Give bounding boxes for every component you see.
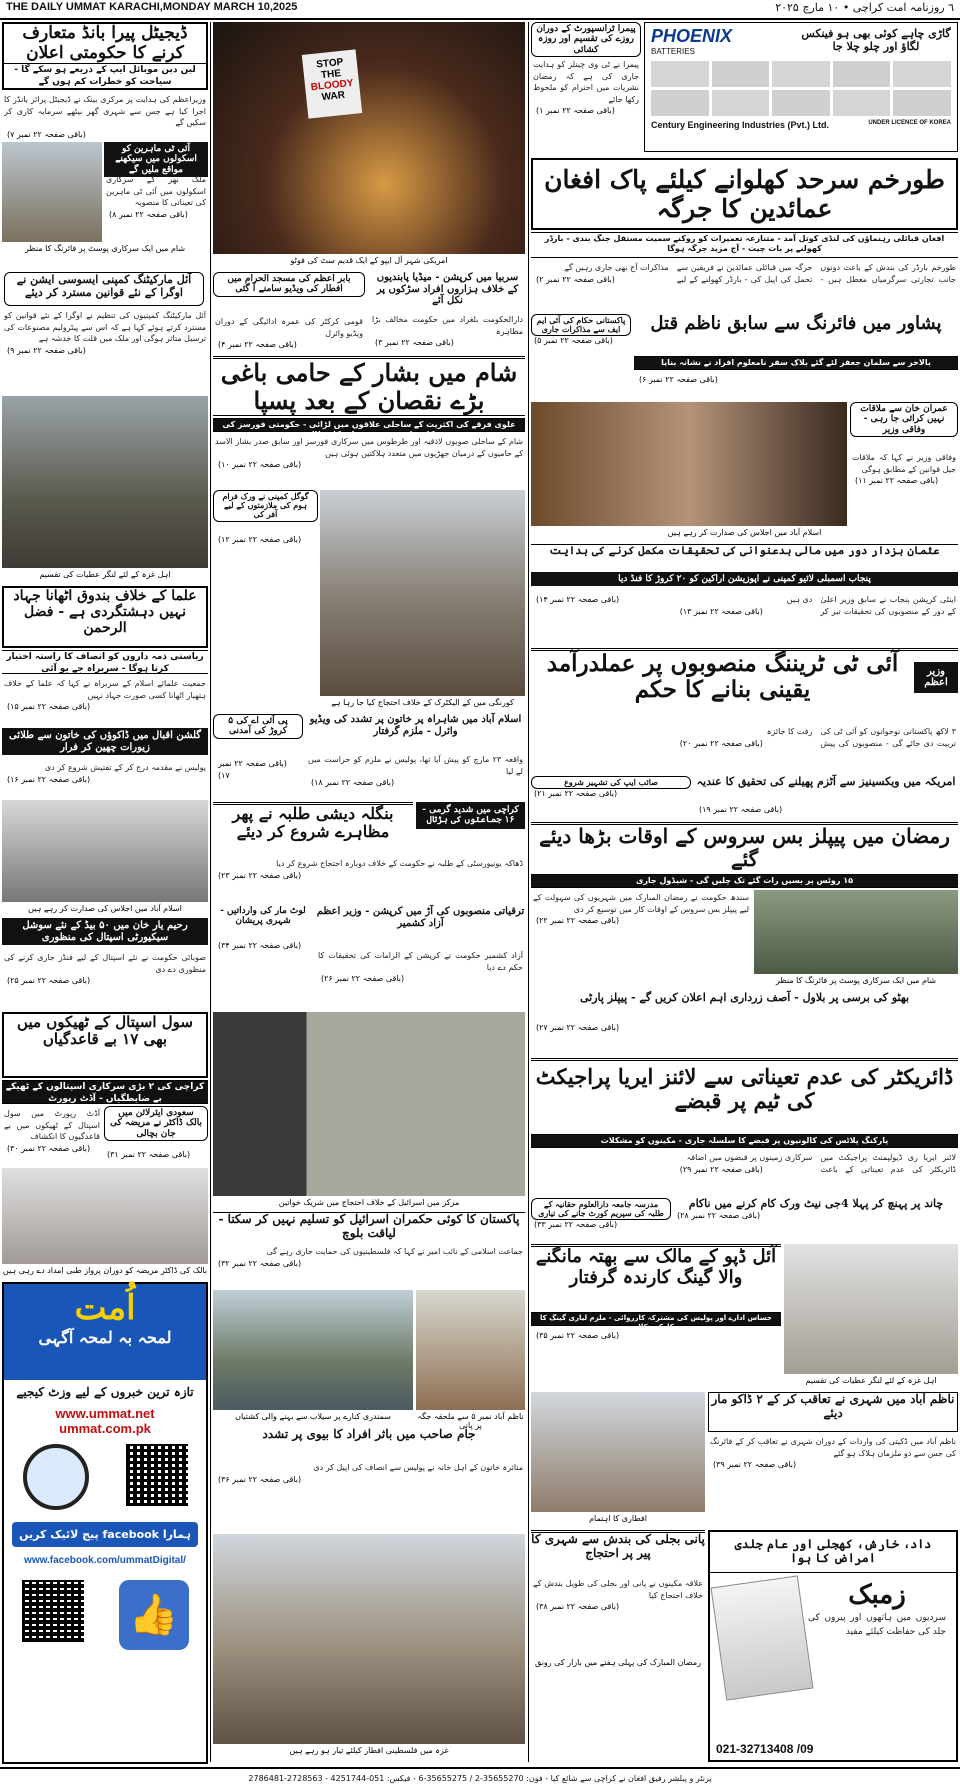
headline: آئل مارکیٹنگ کمپنی ایسوسی ایشن نے اوگرا کے نئے قوانین مسترد کر دیئے [16,273,192,299]
bus-icon [893,61,951,87]
headline: سعودی ایئرلائن میں بالک ڈاکٹر نے مریضہ کی جان بچالی [104,1106,208,1141]
caption-c11: سمندری کنارے پر سیلاب سے بہنے والی کشتیاں [235,1412,391,1421]
thumbs-up-icon: 👍 [119,1580,189,1650]
story-s24 [416,802,525,854]
story-s18-body: واقعہ ۲۳ مارچ کو پیش آیا تھا، پولیس نے ملزم کو حراست میں لے لیا (باقی صفحہ ۲۲ نمبر ۱۸) [308,755,524,788]
caption-c9: رمضان المبارک کی پہلی ہفتے میں بازار کی رونق [535,1658,701,1667]
story-s19-body: (باقی صفحہ ۲۲ نمبر ۱۹) [699,805,783,814]
photo-iftar [531,1392,705,1512]
truck-icon [833,61,891,87]
headline-main: آئی ٹی ٹریننگ منصوبوں پر عملدرآمد یقینی بنانے کا حکم [546,650,899,704]
footer-imprint: پرنٹر و پبلشر رفیق افغان نے کراچی سے شائع کیا - فون: 35655270-2 / 35655275-6 - فیکس: 051-4251744 - 2728563-2786481 [0,1767,960,1792]
story-s15 [2,586,208,648]
story-s16 [2,728,208,758]
headline: بھٹو کی برسی پر بلاول - آصف زرداری اہم اعلان کریں گے - پیپلز پارٹی [579,991,910,1004]
headline: پیمرا ٹرانسپورٹ کے دوران روزے کی تقسیم اور روزہ کشائی [531,22,641,57]
caption-c2: مرکز میں اسرائیل کے خلاف احتجاج میں شریک خواتین [278,1198,460,1207]
story-s19 [694,776,958,802]
ummat-url-2[interactable]: ummat.com.pk [59,1420,151,1436]
story-s28-sub: کراچی کی ۲ بڑی سرکاری اسپتالوں کے ٹھیکے بے ضابطگیاں - آڈٹ رپورٹ [2,1080,208,1104]
headline: ناظم آباد میں شہری نے تعاقب کر کے ۲ ڈاکو مار دیئے [711,1392,955,1420]
caption-c3: کورنگی میں کے الیکٹرک کے خلاف احتجاج کیا جا رہا ہے [331,698,514,707]
ummat-visit: تازہ ترین خبروں کے لیے وزٹ کیجیے [16,1385,194,1399]
story-s35-body: متاثرہ خاتون کے اہل خانہ نے پولیس سے انصاف کی اپیل کر دی (باقی صفحہ ۲۲ نمبر ۳۶) [218,1463,523,1484]
caption-c6: ناظم آباد نمبر ۵ سے ملحقہ جگہ پر پانی [417,1412,524,1430]
story-s26-body: آزاد کشمیر حکومت نے کرپشن کے الزامات کی تحقیقات کا حکم دے دیا (باقی صفحہ ۲۲ نمبر ۲۶) [318,951,523,984]
headline: پاکستانی حکام کی آئی ایم ایف سے مذاکرات جاری [531,314,631,336]
photo-protest-candles [213,22,525,254]
story-s30-body: لائنز ایریا ری ڈیولپمنٹ پراجیکٹ میں ڈائریکٹر کی عدم تعیناتی کے باعث سرکاری زمینوں پر قبضوں میں اضافہ (باقی صفحہ ۲۲ نمبر ۲۹) [679,1153,956,1174]
photo-gaza-street [213,1534,525,1744]
story-s7 [213,272,365,312]
photo-officials [2,800,208,902]
story-s16-body: پولیس نے مقدمہ درج کر کے تفتیش شروع کر دی (باقی صفحہ ۲۲ نمبر ۱۶) [7,763,206,784]
story-s8: پاکستانی حکام کی آئی ایم ایف سے مذاکرات جاری (باقی صفحہ ۲۲ نمبر ۵) [531,314,631,360]
ummat-logo: اُمت [74,1288,136,1328]
photo-meeting [531,402,847,526]
story-s32: مدرسہ جامعہ دارالعلوم حقانیہ کے طلبہ کی سپریم کورٹ جانے کی تیاری (باقی صفحہ ۲۲ نمبر ۳۳) [531,1198,671,1238]
photo-korangi-protest [320,490,525,696]
story-s11-body: شام کے ساحلی صوبوں لاذقیہ اور طرطوس میں سرکاری فورسز اور سابق صدر بشار الاسد کے حامیوں کے درمیان جھڑپوں میں متعدد ہلاکتیں ہوئی ہیں (باقی صفحہ ۲۲ نمبر ۱۰) [215,437,523,470]
solar-icon [893,90,951,116]
story-s28-body: آڈٹ رپورٹ میں سول اسپتال کے ٹھیکوں میں بے قاعدگیوں کا انکشاف (باقی صفحہ ۲۲ نمبر ۳۰) [4,1109,100,1153]
phoenix-licence: UNDER LICENCE OF KOREA [868,120,951,126]
caption-c4b: شام میں ایک سرکاری پوسٹ پر فائرنگ کا منظر [775,976,937,985]
car-icon [772,61,830,87]
story-s26 [316,906,525,946]
ointment-tube-icon [710,1575,813,1700]
story-s38 [213,906,313,936]
headline: رحیم یار خان میں ۵۰ بیڈ کے نئے سوشل سیکیورٹی اسپتال کی منظوری [2,918,208,945]
caption-c13: اہل غزہ کے لئے لنگر عطیات کی تقسیم [39,570,171,579]
headline: ڈائریکٹر کی عدم تعیناتی سے لائنز ایریا پراجیکٹ کی ٹیم پر قبضے [535,1064,954,1114]
headline: جام صاحب میں باثر افراد کا بیوی پر تشدد [262,1427,476,1441]
headline: پشاور میں فائرنگ سے سابق ناظم قتل [650,313,942,334]
caption-c4: شام میں ایک سرکاری پوسٹ پر فائرنگ کا منظر [24,244,186,253]
caption-c5: اسلام آباد میں اجلاس کی صدارت کر رہے ہیں [28,904,182,913]
headline: سربیا میں کرپشن - میڈیا پابندیوں کے خلاف ہزاروں افراد سڑکوں پر نکل آئے [376,272,519,306]
story-s31 [213,1212,525,1242]
headline: ڈیجیٹل پیرا بانڈ متعارف کرنے کا حکومتی اعلان [22,23,188,63]
photo-flood [213,1290,413,1410]
subheadline: لین دین موبائل ایپ کے ذریعے ہو سکے گا - سیاحت کو خطرات کم ہوں گے [4,63,206,90]
headline: عثمان بزدار دور میں مالی بدعنوانی کی تحقیقات مکمل کرنے کی ہدایت [549,544,940,557]
story-s6-body: دارالحکومت بلغراد میں حکومت مخالف بڑا مظاہرہ (باقی صفحہ ۲۲ نمبر ۳) [372,315,523,348]
story-s9-body: (باقی صفحہ ۲۲ نمبر ۶) [639,375,718,384]
phoenix-product-grid [645,59,957,118]
story-s15-sub: ریاستی ذمہ داروں کو انصاف کا راستہ اختیار کرنا ہوگا - سربراہ جے یو آئی [2,650,208,674]
generator-icon [772,90,830,116]
zambak-advert [708,1530,958,1762]
story-s2 [104,142,208,175]
headline: رمضان میں پیپلز بس سروس کے اوقات بڑھا دیئے گئے [539,824,950,871]
story-s37 [531,1530,705,1574]
headline: پی آئی اے کی ۵ کروڑ کی آمدنی [213,714,303,739]
headline: آئل ڈپو کے مالک سے بھتہ مانگنے والا گینگ کارندہ گرفتار [535,1246,777,1288]
headline: گوگل کمپنی نے ورک فرام ہوم کی ملازمتوں کے لیے آفر کی [213,490,318,522]
zambak-brand: زمبک [848,1579,906,1610]
motorcycle-icon [712,90,770,116]
headline: سول اسپتال کے ٹھیکوں میں بھی ۱۷ بے قاعدگیاں [17,1013,193,1049]
story-s22-sub: ۱۵ روٹس پر بسیں رات گئے تک چلیں گی - شیڈول جاری [531,874,958,888]
headline: مدرسہ جامعہ دارالعلوم حقانیہ کے طلبہ کی سپریم کورٹ جانے کی تیاری [531,1198,671,1220]
story-s17-body: (باقی صفحہ ۲۲ نمبر ۱۷) [218,759,287,780]
story-s25 [2,918,208,948]
story-s1-body: وزیراعظم کی ہدایت پر مرکزی بینک نے ڈیجیٹل پرائز بانڈز کا اجرا کیا ہے جس سے شہری گھر بیٹھے سرمایہ کاری کر سکیں گے (باقی صفحہ ۲۲ نمبر ۷) [4,95,206,139]
photo-religious-gathering [213,1012,525,1196]
headline: ترقیاتی منصوبوں کی آڑ میں کرپشن - وزیر اعظم آزاد کشمیر [316,906,525,929]
facebook-like-banner[interactable]: ہمارا facebook پیج لائیک کریں [12,1522,198,1547]
story-s20 [531,648,958,722]
story-s9-sub: بالاخر سے سلمان جعفر لئے گئے بلاک سفر نامعلوم افراد نے نشانہ بنایا [634,356,958,370]
story-s23 [213,802,413,854]
masthead-urdu: ٦ روزنامہ امت کراچی • ۱۰ مارچ ۲۰۲۵ [775,1,954,14]
story-s36 [708,1392,958,1432]
photo-market [416,1290,525,1410]
story-s35 [213,1428,525,1458]
story-s10 [850,402,958,448]
story-s34-body: (باقی صفحہ ۲۲ نمبر ۳۵) [536,1331,620,1340]
photo-street [2,142,102,242]
story-s11 [213,356,525,416]
story-s29-cont: (باقی صفحہ ۲۲ نمبر ۳۱) [107,1150,191,1159]
zambak-headline: داد، خارش، کھجلی اور عام جلدی امراض کا ہوا [710,1532,956,1573]
story-s12 [213,490,318,530]
story-s21: صائب ایپ کی تشہیر شروع (باقی صفحہ ۲۲ نمبر ۲۱) [531,776,691,802]
photo-langar [784,1244,958,1374]
caption-c13b: اہل غزہ کے لئے لنگر عطیات کی تقسیم [805,1376,937,1385]
zambak-desc: سردیوں میں ہاتھوں اور پیروں کی جلد کی حفاظت کیلئے مفید [808,1613,946,1637]
story-s34-sub: حساس ادارے اور پولیس کی مشترکہ کارروائی - ملزم لیاری گینگ کا کارکن نکلا [531,1312,781,1326]
headline: اسلام آباد میں شاہراہ پر خاتون پر تشدد کی ویڈیو وائرل - ملزم گرفتار [309,714,522,737]
story-s15-body: جمعیت علمائے اسلام کے سربراہ نے کہا کہ علما کے خلاف ہتھیار اٹھانا کسی صورت جہاد نہیں (باقی صفحہ ۲۲ نمبر ۱۵) [4,679,206,712]
protest-sign: STOP THE BLOODY WAR [302,49,362,118]
story-s10-body: وفاقی وزیر نے کہا کہ ملاقات جیل قوانین کے مطابق ہوگی (باقی صفحہ ۲۲ نمبر ۱۱) [852,453,956,486]
caption-c1: امریکی شہر آل ایپو کے ایک قدیم سٹ کی فوٹو [290,256,448,265]
battery-icon [651,61,709,87]
masthead-english: THE DAILY UMMAT KARACHI,MONDAY MARCH 10,2025 [6,1,298,13]
headline: صائب ایپ کی تشہیر شروع [531,776,691,789]
phoenix-logo: PHOENIX [651,26,733,46]
photo-artillery [2,396,208,568]
story-s12-body: (باقی صفحہ ۲۲ نمبر ۱۲) [218,535,302,544]
headline: بنگلہ دیشی طلبہ نے پھر مظاہرے شروع کر دیئے [232,804,394,842]
phoenix-company: Century Engineering Industries (Pvt.) Ltd. [651,120,830,130]
story-s9 [634,314,958,354]
ummat-url-1[interactable]: www.ummat.net [55,1405,155,1421]
story-s22-body: سندھ حکومت نے رمضان المبارک میں شہریوں کی سہولت کے لیے پیپلز بس سروس کے اوقات کار میں توسیع کر دی (باقی صفحہ ۲۲ نمبر ۲۲) [533,893,749,926]
phoenix-sub: BATTERIES [651,47,695,56]
story-s30 [531,1058,958,1132]
headline: علما کے خلاف بندوق اٹھانا جہاد نہیں دہشتگردی ہے - فضل الرحمن [13,588,197,637]
caption-c8: افطاری کا اہتمام [589,1514,647,1523]
caption-c5b: اسلام آباد میں اجلاس کی صدارت کر رہے ہیں [667,528,822,537]
headline: لوٹ مار کی وارداتیں - شہری پریشان [220,906,306,927]
headline: گلشن اقبال میں ڈاکوؤں کی خاتون سے طلائی زیورات چھین کر فرار [2,728,208,755]
story-s30-sub: پارکنگ پلاٹس کی کالونیوں پر قبضے کا سلسلہ جاری - مکینوں کو مشکلات [531,1134,958,1148]
story-s27 [531,992,958,1018]
story-s33: چاند پر پہنچ کر پہلا 4جی نیٹ ورک کام کرنے میں ناکام (باقی صفحہ ۲۲ نمبر ۲۸) [674,1198,958,1238]
headline: پنجاب اسمبلی لائیو کمپنی نے اپوزیشن اراکین کو ۲۰ کروڑ کا فنڈ دیا [531,572,958,586]
ummat-tagline: لمحہ بہ لمحہ آگہی [38,1328,172,1347]
story-s28 [2,1012,208,1078]
ummat-icons-row-2 [4,1570,206,1660]
headline: پاکستان کا کوئی حکمران اسرائیل کو تسلیم نہیں کر سکتا - لیاقت بلوچ [218,1212,520,1240]
story-s18 [306,714,525,750]
story-s34 [531,1244,781,1310]
story-s5-sub: افغان قبائلی رہنماؤں کی لنڈی کوتل آمد - متنازعہ تعمیرات کو روکنے سمیت مستقل جنگ بندی - بارڈر کھولنے پر بات چیت - آج مزید جرگہ ہوگا [531,232,958,258]
story-s5 [531,158,958,230]
caption-c12: بالک کی ڈاکٹر مریضہ کو دوران پرواز طبی امداد دے رہی ہیں [2,1266,208,1275]
headline: کراچی میں شدید گرمی - ۱۶ جماعتوں کی ہڑتال [416,802,525,829]
story-s13 [531,544,958,570]
story-s5-body: طورخم بارڈر کی بندش کے باعث دونوں جانب تجارتی سرگرمیاں معطل ہیں - جرگہ میں قبائلی عمائدین نے فریقین سے تحمل کی اپیل کی - بارڈر کھولنے کے لیے مذاکرات آج بھی جاری رہیں گے (باقی صفحہ ۲۲ نمبر ۲) [536,263,956,284]
story-s22 [531,822,958,872]
story-s4: پیمرا ٹرانسپورٹ کے دوران روزے کی تقسیم اور روزہ کشائی پیمرا نے ٹی وی چینلز کو ہدایت جاری کی ہے کہ رمضان نشریات میں احترام کو ملحوظ رکھا جائے (باقی صفحہ ۲۲ نمبر ۱) [533,24,639,116]
story-s23-body: ڈھاکہ یونیورسٹی کے طلبہ نے حکومت کے خلاف دوبارہ احتجاج شروع کر دیا (باقی صفحہ ۲۲ نمبر ۲۳) [218,859,523,880]
story-s20-body: ۳ لاکھ پاکستانی نوجوانوں کو آئی ٹی کی تربیت دی جائے گی - منصوبوں کی پیش رفت کا جائزہ (باقی صفحہ ۲۲ نمبر ۲۰) [679,727,956,748]
headline: شام میں بشار کے حامی باغی بڑے نقصان کے بعد پسپا [220,358,518,415]
story-s2-body: ملک بھر کے سرکاری اسکولوں میں آئی ٹی ماہرین کی تعیناتی کا منصوبہ (باقی صفحہ ۲۲ نمبر ۸) [106,175,206,219]
story-s31-body: جماعت اسلامی کے نائب امیر نے کہا کہ فلسطینیوں کی حمایت جاری رہے گی (باقی صفحہ ۲۲ نمبر ۳۲) [218,1247,523,1268]
story-s3-body: آئل مارکیٹنگ کمپنیوں کی تنظیم نے اوگرا کے نئے قوانین کو مسترد کرتے ہوئے کہا ہے کہ اس سے پیٹرولیم مصنوعات کی ترسیل متاثر ہوگی اور ملک میں قلت کا خدشہ ہے (باقی صفحہ ۲۲ نمبر ۹) [4,311,206,355]
zambak-phone[interactable]: 021-32713408 /09 [716,1742,814,1756]
caption-c10: غزہ میں فلسطینی افطار کیلئے تیار ہو رہے ہیں [289,1746,449,1755]
story-s13-body: اینٹی کرپشن پنجاب نے سابق وزیر اعلیٰ کے دور کے منصوبوں کی تحقیقات تیز کر دی ہیں (باقی صفحہ ۲۲ نمبر ۱۳) (باقی صفحہ ۲۲ نمبر ۱۴) [536,595,956,616]
ummat-icons-row [4,1436,206,1518]
ummat-advert [2,1282,208,1764]
masthead [0,0,960,20]
story-s11-sub: علوی فرقے کی اکثریت کے ساحلی علاقوں میں لڑائی - حکومتی فورسز کی کارروائیوں پر تحقیقات کا مطالبہ [213,418,525,432]
story-s25-body: صوبائی حکومت نے نئے اسپتال کے لیے فنڈز جاری کرنے کی منظوری دے دی (باقی صفحہ ۲۲ نمبر ۲۵) [4,953,206,986]
facebook-url[interactable]: www.facebook.com/ummatDigital/ [24,1554,186,1566]
photo-syria-troops [754,890,958,974]
phoenix-advert [644,22,958,152]
headline: چاند پر پہنچ کر پہلا 4جی نیٹ ورک کام کرنے میں ناکام [688,1197,944,1210]
story-s1 [2,22,208,90]
story-s6 [370,272,525,312]
story-s36-body: ناظم آباد میں ڈکیتی کی واردات کے دوران شہری نے تعاقب کر کے فائرنگ کی جس سے دو ملزمان ہلاک ہو گئے (باقی صفحہ ۲۲ نمبر ۳۹) [710,1437,956,1470]
headline: عمران خان سے ملاقات نہیں کرائی جا رہی - وفاقی وزیر [850,402,958,437]
story-s7-body: قومی کرکٹر کی عمرہ ادائیگی کے دوران ویڈیو وائرل (باقی صفحہ ۲۲ نمبر ۴) [215,317,363,350]
ummat-logo-panel [4,1284,206,1380]
photo-airplane [2,1168,208,1264]
headline: پانی بجلی کی بندش سے شہری کا پیر پر احتجاج [531,1532,705,1560]
car-icon [712,61,770,87]
qr-code-icon [126,1444,188,1506]
battery-icon [651,90,709,116]
story-s29 [104,1106,208,1146]
headline-kicker: وزیر اعظم [914,662,958,693]
headline: طورخم سرحد کھلوانے کیلئے پاک افغان عمائدین کا جرگہ [544,165,945,223]
story-s27-body: (باقی صفحہ ۲۲ نمبر ۲۷) [536,1023,620,1032]
story-s14 [531,572,958,590]
story-s17 [213,714,303,754]
story-s37-body: علاقہ مکینوں نے پانی اور بجلی کی طویل بندش کے خلاف احتجاج کیا (باقی صفحہ ۲۲ نمبر ۳۸) [533,1579,703,1612]
headline: آئی ٹی ماہرین کو اسکولوں میں سیکھنے مواقع ملیں گے [104,142,208,177]
headline: امریکہ میں ویکسینیز سے آٹزم پھیلنے کی تحقیق کا عندیہ [696,775,956,788]
battery-icon [833,90,891,116]
magnifier-icon [23,1444,89,1510]
story-s3 [4,272,204,306]
qr-code-icon [22,1580,84,1642]
story-s38-body: (باقی صفحہ ۲۲ نمبر ۳۴) [218,941,302,950]
phoenix-tagline: گاڑی چاہے کوئی بھی ہو فینکس لگاؤ اور چلو چلا جا [801,27,951,53]
headline: بابر اعظم کی مسجد الحرام میں افطار کی ویڈیو سامنے آ گئی [213,272,365,297]
